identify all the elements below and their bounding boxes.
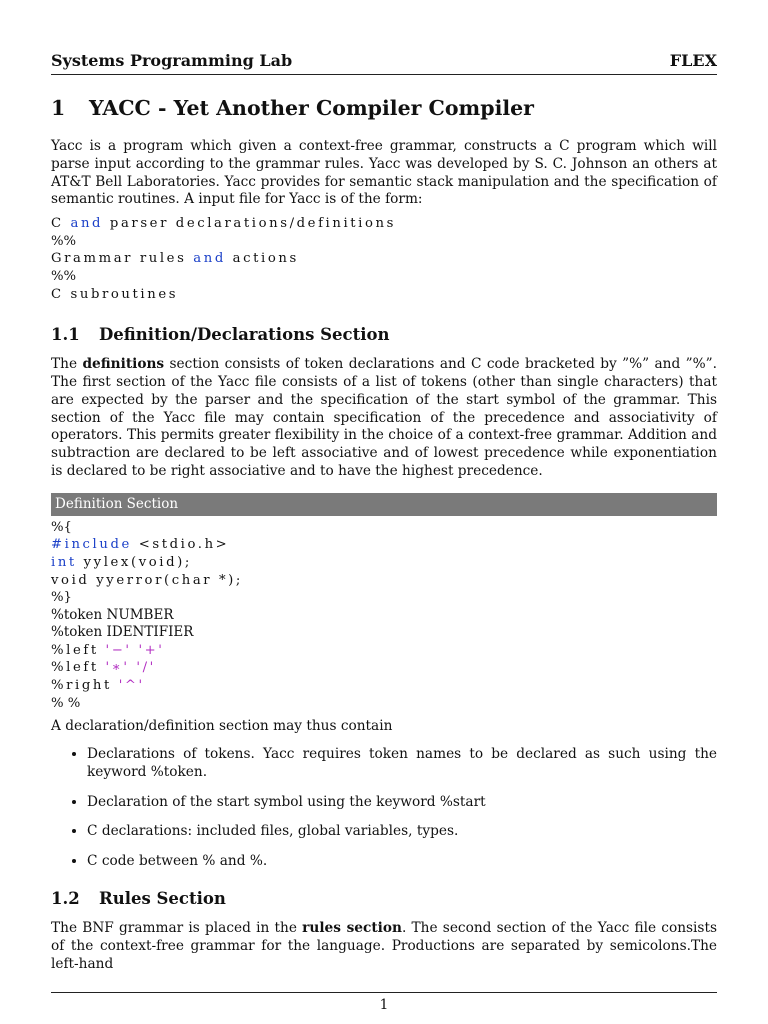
code-keyword: #include: [51, 537, 132, 553]
form-line-4: %%: [51, 268, 77, 284]
header-course-title: Systems Programming Lab: [51, 51, 293, 70]
code-text: %left: [51, 660, 106, 676]
bold-term-definitions: definitions: [82, 356, 165, 373]
footer-rule: [51, 992, 717, 993]
code-box-title: Definition Section: [51, 493, 717, 516]
code-line: [51, 536, 717, 554]
code-string: '∗': [105, 660, 130, 676]
paragraph-text: The: [51, 356, 78, 373]
running-header: [51, 50, 717, 75]
section-1-1-number: 1.1: [51, 325, 80, 345]
page-content: [51, 96, 717, 973]
list-item: • Declaration of the start symbol using the keyword %start: [87, 794, 717, 812]
section-1-1-paragraph: [51, 356, 717, 481]
form-text: parser declarations/definitions: [109, 216, 396, 232]
code-line: [51, 659, 717, 677]
section-1-2-paragraph: [51, 920, 717, 973]
section-1-1-heading: [51, 325, 717, 344]
paragraph-text: . The second section of the Yacc file consists of the context-free grammar for the language. Productions are separated by semicolons.The left-hand: [51, 920, 717, 972]
code-keyword: int: [51, 554, 77, 570]
list-item: • C declarations: included files, global variables, types.: [87, 823, 717, 841]
section-1-title: YACC - Yet Another Compiler Compiler: [89, 96, 534, 120]
code-string: '−': [105, 642, 132, 658]
section-1-number: 1: [51, 96, 66, 120]
definition-summary: A declaration/definition section may thus contain: [51, 718, 393, 735]
form-keyword: and: [193, 251, 226, 267]
code-line: %token NUMBER: [51, 606, 174, 623]
code-line: [51, 677, 717, 695]
form-line-5: C subroutines: [51, 286, 179, 302]
code-text: %right: [51, 678, 119, 694]
code-text: %left: [51, 642, 106, 658]
page-number: 1: [379, 997, 389, 1013]
form-keyword: and: [70, 216, 104, 232]
definition-code-listing: [51, 519, 717, 713]
code-line: %}: [51, 590, 72, 606]
section-1-heading: [51, 96, 717, 120]
code-line: %token IDENTIFIER: [51, 624, 194, 641]
code-line: void yyerror(char *);: [51, 572, 243, 588]
header-topic: FLEX: [669, 51, 717, 70]
definition-contents-list: [51, 746, 717, 871]
form-text: actions: [232, 251, 299, 267]
code-string: '/': [136, 660, 156, 676]
paragraph-text: The BNF grammar is placed in the: [51, 920, 297, 937]
code-text: yylex(void);: [76, 554, 192, 570]
code-string: '^': [118, 678, 145, 694]
code-line: % %: [51, 695, 81, 711]
section-1-2-heading: [51, 889, 717, 908]
code-line: [51, 554, 717, 572]
form-line-3: [51, 250, 717, 268]
section-1-2-title: Rules Section: [99, 889, 226, 909]
section-1-1-title: Definition/Declarations Section: [99, 325, 390, 345]
code-string: '+': [138, 642, 165, 658]
form-text: Grammar rules: [51, 251, 187, 267]
code-line: [51, 642, 717, 660]
paragraph-text: section consists of token declarations and C code bracketed by ”%” and ”%”. The first section of the Yacc file consists of a list of tokens (other than single characters) that are expected by the parser and the specification of the start symbol of the grammar. This section of the Yacc file may contain specification of the precedence and associativity of operators. This permits greater flexibility in the choice of a context-free grammar. Addition and subtraction are declared to be left associative and of lowest precedence while exponentiation is declared to be right associative and to have the highest precedence.: [51, 356, 717, 479]
code-line: %{: [51, 519, 72, 535]
bold-term-rules-section: rules section: [302, 920, 402, 937]
form-line-1: [51, 215, 717, 233]
list-item: • C code between % and %.: [87, 853, 717, 871]
section-1-2-number: 1.2: [51, 889, 80, 909]
list-item: • Declarations of tokens. Yacc requires token names to be declared as such using the keyword %token.: [87, 746, 717, 782]
code-text: <stdio.h>: [131, 537, 230, 553]
form-text: C: [51, 216, 64, 232]
section-1-intro: Yacc is a program which given a context-free grammar, constructs a C program which will parse input according to the grammar rules. Yacc was developed by S. C. Johnson an others at AT&T Bell Laboratories. Yacc provides for semantic stack manipulation and the specification of semantic routines. A input file for Yacc is of the form:: [51, 138, 717, 208]
yacc-file-form: [51, 215, 717, 303]
form-line-2: %%: [51, 233, 77, 249]
